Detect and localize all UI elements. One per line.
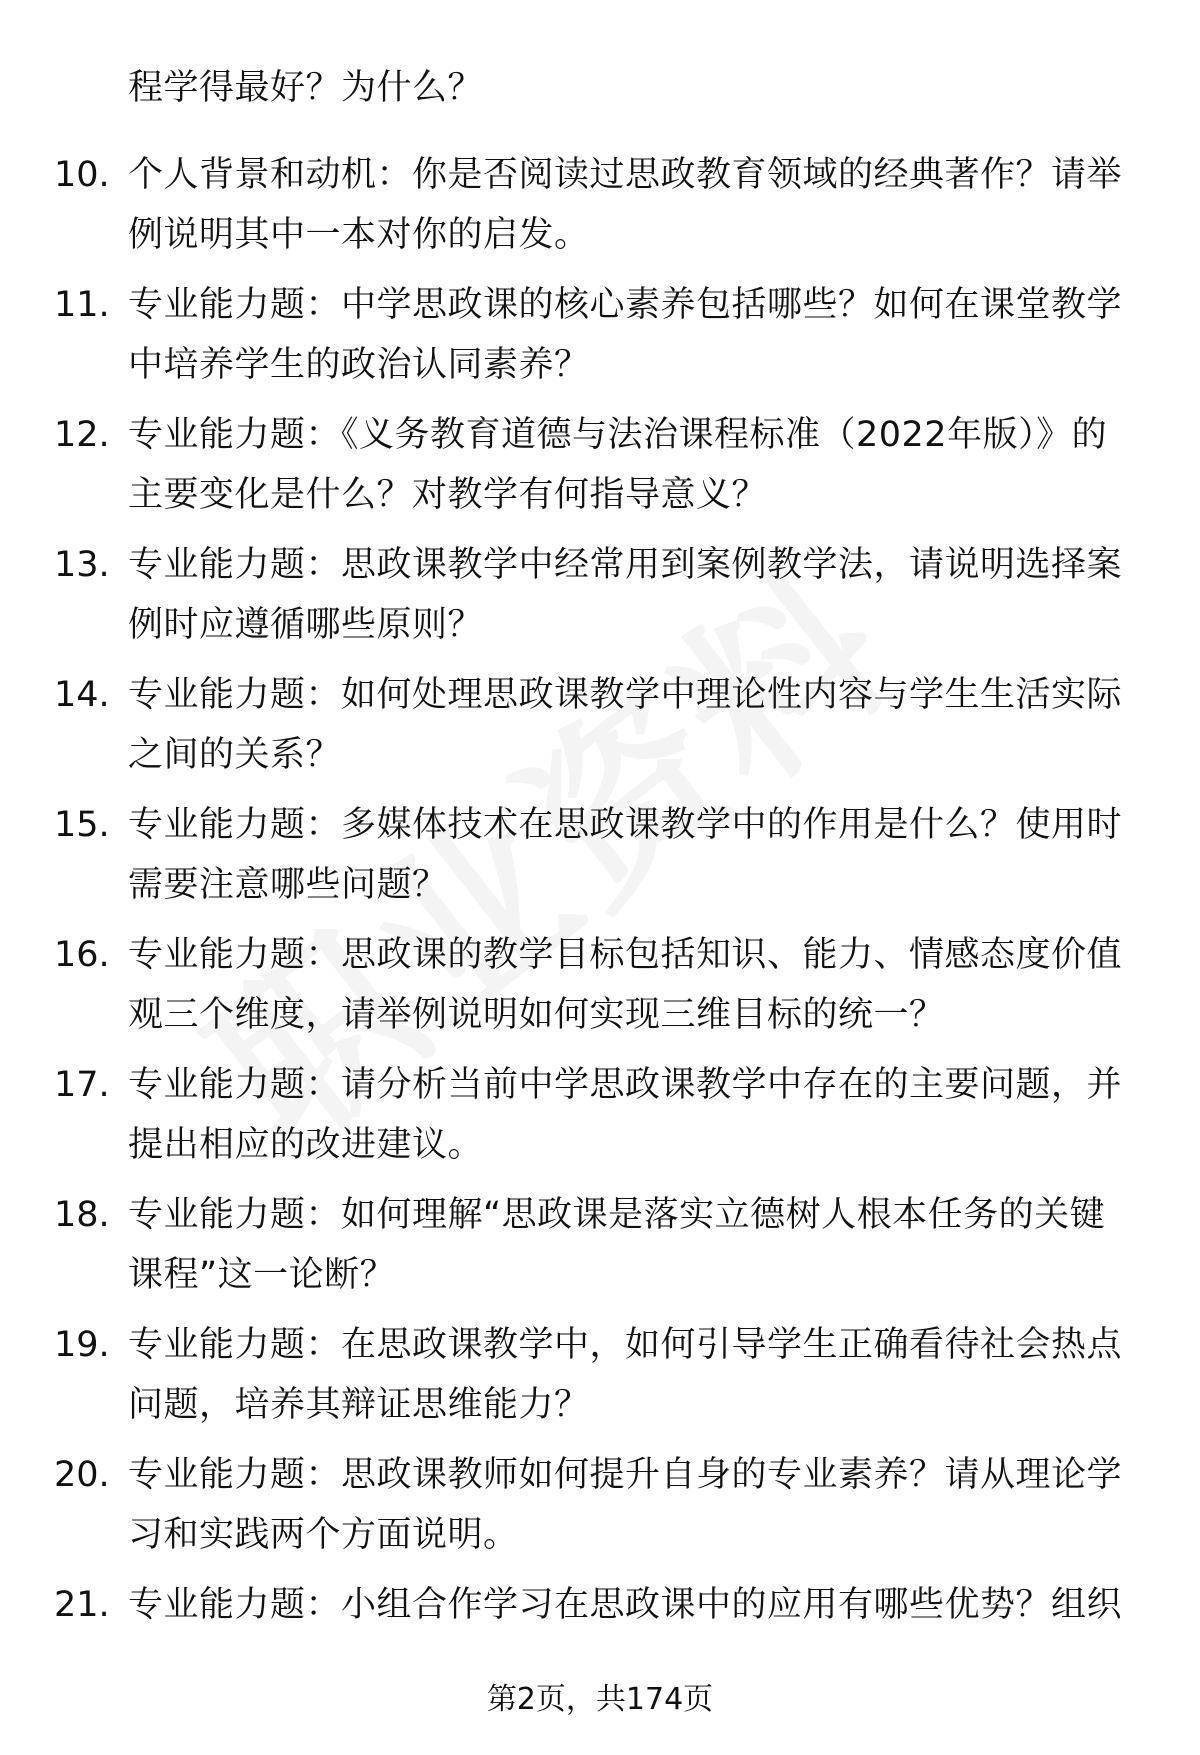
question-item xyxy=(0,405,1200,535)
question-number: 17. xyxy=(54,1065,110,1105)
question-number: 11. xyxy=(54,285,110,325)
question-item xyxy=(0,665,1200,795)
question-number: 20. xyxy=(54,1455,110,1495)
question-number: 16. xyxy=(54,935,110,975)
question-item xyxy=(0,1055,1200,1185)
question-text: 个人背景和动机：你是否阅读过思政教育领域的经典著作？请举 例说明其中一本对你的启发。 xyxy=(128,155,1123,255)
question-number: 15. xyxy=(54,805,110,845)
question-item xyxy=(0,535,1200,665)
question-number: 13. xyxy=(54,545,110,585)
question-item xyxy=(0,1315,1200,1445)
question-text: 专业能力题：请分析当前中学思政课教学中存在的主要问题，并 提出相应的改进建议。 xyxy=(128,1065,1123,1165)
question-number: 14. xyxy=(54,675,110,715)
question-text: 专业能力题：思政课教学中经常用到案例教学法，请说明选择案 例时应遵循哪些原则？ xyxy=(128,545,1123,645)
question-text: 专业能力题：多媒体技术在思政课教学中的作用是什么？使用时 需要注意哪些问题？ xyxy=(128,805,1123,905)
question-text: 专业能力题：如何理解“思政课是落实立德树人根本任务的关键 课程”这一论断？ xyxy=(128,1195,1106,1295)
question-item xyxy=(0,1445,1200,1575)
continued-question-text: 程学得最好？为什么？ xyxy=(128,68,484,108)
question-text: 专业能力题：小组合作学习在思政课中的应用有哪些优势？组织 xyxy=(128,1585,1123,1625)
question-number: 21. xyxy=(54,1585,110,1625)
question-list xyxy=(0,145,1200,1705)
question-item xyxy=(0,1185,1200,1315)
question-number: 18. xyxy=(54,1195,110,1235)
question-text: 专业能力题：《义务教育道德与法治课程标准（2022年版）》的 主要变化是什么？对教学有何指导意义？ xyxy=(128,415,1108,515)
page-number-footer: 第2页，共174页 xyxy=(486,1682,714,1717)
question-number: 19. xyxy=(54,1325,110,1365)
question-item xyxy=(0,145,1200,275)
question-number: 10. xyxy=(54,155,110,195)
question-number: 12. xyxy=(54,415,110,455)
question-item xyxy=(0,275,1200,405)
question-item xyxy=(0,925,1200,1055)
question-text: 专业能力题：思政课教师如何提升自身的专业素养？请从理论学 习和实践两个方面说明。 xyxy=(128,1455,1123,1555)
question-text: 专业能力题：在思政课教学中，如何引导学生正确看待社会热点 问题，培养其辩证思维能力？ xyxy=(128,1325,1123,1425)
question-item xyxy=(0,795,1200,925)
question-text: 专业能力题：如何处理思政课教学中理论性内容与学生生活实际 之间的关系？ xyxy=(128,675,1123,775)
question-text: 专业能力题：中学思政课的核心素养包括哪些？如何在课堂教学 中培养学生的政治认同素养？ xyxy=(128,285,1123,385)
question-text: 专业能力题：思政课的教学目标包括知识、能力、情感态度价值 观三个维度，请举例说明如何实现三维目标的统一？ xyxy=(128,935,1123,1035)
